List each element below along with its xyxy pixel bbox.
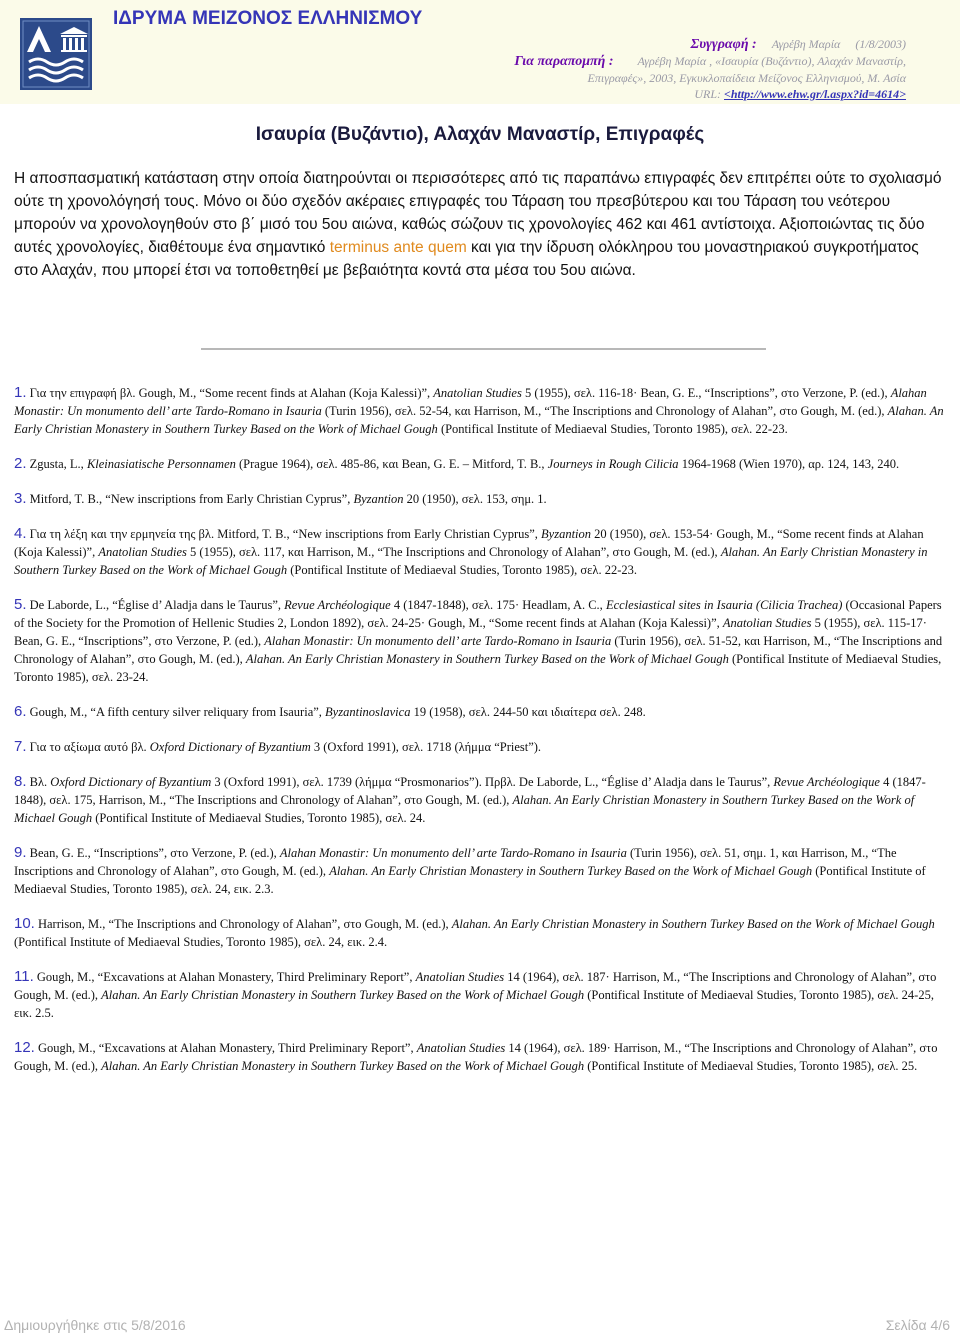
footnote-italic-title: Alahan Monastir: Un monumento dell’ arte Tardo-Romano in Isauria xyxy=(14,386,927,418)
footnote xyxy=(14,738,946,756)
footnote-text: (Pontifical Institute of Mediaeval Studies, Toronto 1985), σελ. 24, εικ. 2.4. xyxy=(14,935,388,949)
footnote-text: 5 (1955), σελ. 116-18· Bean, G. E., “Inscriptions”, στο Verzone, P. (ed.), xyxy=(521,386,891,400)
footnote-italic-title: Alahan. An Early Christian Monastery in Southern Turkey Based on the Work of Michael Gough xyxy=(101,988,585,1002)
footnote-italic-title: Oxford Dictionary of Byzantium xyxy=(50,775,212,789)
footnote-number: 4. xyxy=(14,525,27,542)
footnote-italic-title: Byzantion xyxy=(541,527,592,541)
footnote-text: 4 (1847-1848), σελ. 175· Headlam, A. C., xyxy=(390,598,606,612)
footnote-italic-title: Alahan Monastir: Un monumento dell’ arte Tardo-Romano in Isauria xyxy=(264,634,612,648)
footnote-text: (Turin 1956), σελ. 51, σημ. 1, και Harrison, M., “The Inscriptions and Chronology of Alahan”, στο Gough, M. (ed.), xyxy=(14,846,897,878)
footnote xyxy=(14,968,946,1022)
footnote-text: 14 (1964), σελ. 189· Harrison, M., “The Inscriptions and Chronology of Alahan”, στο Gough, M. (ed.), xyxy=(14,1041,938,1073)
footnote-text: 4 (1847-1848), σελ. 175, Harrison, M., “The Inscriptions and Chronology of Alahan”, στο Gough, M. (ed.), xyxy=(14,775,926,807)
footnotes-list xyxy=(14,384,946,1092)
footnote-text: De Laborde, L., “Église d’ Aladja dans le Taurus”, xyxy=(26,598,285,612)
footnote-italic-title: Anatolian Studies xyxy=(433,386,522,400)
footnote-text: Για την επιγραφή βλ. Gough, M., “Some recent finds at Alahan (Koja Kalessi)”, xyxy=(26,386,434,400)
footnote-italic-title: Alahan. An Early Christian Monastery in Southern Turkey Based on the Work of Michael Gough xyxy=(14,793,915,825)
body-text-after: και για την ίδρυση ολόκληρου του μοναστηριακού συγκροτήματος στο Αλαχάν, που μπορεί έτσι να τοποθετηθεί με βεβαιότητα κοντά στα μέσα του 5ου αιώνα. xyxy=(14,239,919,279)
footnote-text: (Occasional Papers of the Society for the Promotion of Hellenic Studies 2, London 1892), σελ. 24-25· Gough, M., “Some recent finds at Alahan (Koja Kalessi)”, xyxy=(14,598,942,630)
footnote xyxy=(14,384,946,438)
footnote-italic-title: Anatolian Studies xyxy=(415,970,505,984)
footnote-text: (Pontifical Institute of Mediaeval Studies, Toronto 1985), σελ. 24. xyxy=(92,811,426,825)
footnote-number: 6. xyxy=(14,703,27,720)
footnote-text: (Pontifical Institute of Mediaeval Studies, Toronto 1985), σελ. 25. xyxy=(584,1059,918,1073)
body-paragraph xyxy=(14,167,946,282)
footnote-text: 1964-1968 (Wien 1970), αρ. 124, 143, 240. xyxy=(678,457,900,471)
footnote-text: (Pontifical Institute of Mediaeval Studies, Toronto 1985), σελ. 23-24. xyxy=(14,652,942,684)
footnote-italic-title: Anatolian Studies xyxy=(722,616,812,630)
footnote-text: 5 (1955), σελ. 115-17· Bean, G. E., “Inscriptions”, στο Verzone, P. (ed.), xyxy=(14,616,927,648)
footnote xyxy=(14,596,946,686)
footnote xyxy=(14,773,946,827)
cite-line-2: Επιγραφές», 2003, Εγκυκλοπαίδεια Μείζονος Ελληνισμού, Μ. Ασία xyxy=(587,71,906,85)
header xyxy=(0,0,960,104)
footnote-number: 7. xyxy=(14,738,27,755)
footnote-number: 11. xyxy=(14,968,34,985)
author-date: (1/8/2003) xyxy=(855,37,906,51)
footnote-text: Bean, G. E., “Inscriptions”, στο Verzone, P. (ed.), xyxy=(26,846,280,860)
footnote-text: 20 (1950), σελ. 153, σημ. 1. xyxy=(403,492,547,506)
footnote xyxy=(14,455,946,473)
footnote-italic-title: Kleinasiatische Personnamen xyxy=(86,457,236,471)
footnote-number: 1. xyxy=(14,384,27,401)
footnote-text: 19 (1958), σελ. 244-50 και ιδιαίτερα σελ. 248. xyxy=(410,705,646,719)
footnote xyxy=(14,915,946,951)
footnote-italic-title: Byzantinoslavica xyxy=(325,705,411,719)
footnote-text: Zgusta, L., xyxy=(26,457,87,471)
body-highlight-term: terminus ante quem xyxy=(329,239,467,256)
footnote-number: 9. xyxy=(14,844,27,861)
cite-line-1: Αγρέβη Μαρία , «Ισαυρία (Βυζάντιο), Αλαχάν Μαναστίρ, xyxy=(637,54,906,68)
footnote-text: Mitford, T. B., “New inscriptions from Early Christian Cyprus”, xyxy=(26,492,354,506)
footnote-italic-title: Alahan. An Early Christian Monastery in Southern Turkey Based on the Work of Michael Gough xyxy=(14,404,944,436)
logo-icon xyxy=(20,18,92,90)
footnote xyxy=(14,525,946,579)
footnote xyxy=(14,1039,946,1075)
footnote-number: 8. xyxy=(14,773,27,790)
footnote-text: (Pontifical Institute of Mediaeval Studies, Toronto 1985), σελ. 22-23. xyxy=(437,422,788,436)
footnote-italic-title: Alahan. An Early Christian Monastery in Southern Turkey Based on the Work of Michael Gough xyxy=(245,652,729,666)
footnote-number: 2. xyxy=(14,455,27,472)
footnote-italic-title: Byzantion xyxy=(353,492,404,506)
footnote-italic-title: Ecclesiastical sites in Isauria (Cilicia Trachea) xyxy=(605,598,843,612)
page-title: Ισαυρία (Βυζάντιο), Αλαχάν Μαναστίρ, Επιγραφές xyxy=(255,124,705,145)
footnote-text: (Turin 1956), σελ. 52-54, και Harrison, M., “The Inscriptions and Chronology of Alahan”, στο Gough, M. (ed.), xyxy=(321,404,888,418)
page-footer xyxy=(0,1317,960,1339)
footnote-italic-title: Anatolian Studies xyxy=(98,545,187,559)
citation-block xyxy=(346,36,906,102)
footnote-text: 3 (Oxford 1991), σελ. 1739 (λήμμα “Prosmonarios”). Πρβλ. De Laborde, L., “Église d’ Aladja dans le Taurus”, xyxy=(211,775,774,789)
footnote-italic-title: Alahan. An Early Christian Monastery in Southern Turkey Based on the Work of Michael Gough xyxy=(101,1059,585,1073)
author-name: Αγρέβη Μαρία xyxy=(771,37,841,51)
cite-label: Για παραπομπή : xyxy=(514,54,614,69)
footnote-text: Για το αξίωμα αυτό βλ. xyxy=(26,740,150,754)
body-text-before: Η αποσπασματική κατάσταση στην οποία διατηρούνται οι περισσότερες από τις παραπάνω επιγραφές δεν επιτρέπει ούτε το σχολιασμό ούτε τη χρονολόγησή τους. Μόνο οι δύο σχεδόν ακέραιες επιγραφές του Τάραση του πρεσβύτερου και του Τάραση του νεότερου μπορούν να χρονολογηθούν στο β΄ μισό του 5ου αιώνα, καθώς σώζουν τις χρονολογίες 462 και 461 αντίστοιχα. Αξιοποιώντας τις δύο αυτές χρονολογίες, διαθέτουμε ένα σημαντικό xyxy=(14,170,942,256)
created-date: Δημιουργήθηκε στις 5/8/2016 xyxy=(4,1317,186,1333)
footnote-italic-title: Journeys in Rough Cilicia xyxy=(547,457,679,471)
footnote-text: 14 (1964), σελ. 187· Harrison, M., “The Inscriptions and Chronology of Alahan”, στο Gough, M. (ed.), xyxy=(14,970,937,1002)
footnote xyxy=(14,490,946,508)
footnote-number: 12. xyxy=(14,1039,35,1056)
footnote xyxy=(14,703,946,721)
footnote-text: (Pontifical Institute of Mediaeval Studies, Toronto 1985), σελ. 24, εικ. 2.3. xyxy=(14,864,926,896)
footnote-italic-title: Alahan. An Early Christian Monastery in Southern Turkey Based on the Work of Michael Gough xyxy=(14,545,928,577)
footnote-italic-title: Oxford Dictionary of Byzantium xyxy=(149,740,311,754)
author-label: Συγγραφή : xyxy=(690,37,757,52)
footnote-number: 5. xyxy=(14,596,27,613)
footnote-number: 10. xyxy=(14,915,35,932)
footnote-italic-title: Revue Archéologique xyxy=(284,598,391,612)
footnote-text: Gough, M., “Excavations at Alahan Monastery, Third Preliminary Report”, xyxy=(33,970,416,984)
institution-title: ΙΔΡΥΜΑ ΜΕΙΖΟΝΟΣ ΕΛΛΗΝΙΣΜΟΥ xyxy=(113,8,423,29)
footnote-text: 3 (Oxford 1991), σελ. 1718 (λήμμα “Priest”). xyxy=(310,740,542,754)
footnote-text: 5 (1955), σελ. 117, και Harrison, M., “The Inscriptions and Chronology of Alahan”, στο Gough, M. (ed.), xyxy=(186,545,721,559)
footnote-text: Για τη λέξη και την ερμηνεία της βλ. Mitford, T. B., “New inscriptions from Early Christian Cyprus”, xyxy=(26,527,542,541)
footnote-italic-title: Alahan Monastir: Un monumento dell’ arte Tardo-Romano in Isauria xyxy=(279,846,627,860)
footnote-text: 20 (1950), σελ. 153-54· Gough, M., “Some recent finds at Alahan (Koja Kalessi)”, xyxy=(14,527,924,559)
footnote-text: Gough, M., “A fifth century silver reliquary from Isauria”, xyxy=(26,705,326,719)
footnote-text: Gough, M., “Excavations at Alahan Monastery, Third Preliminary Report”, xyxy=(34,1041,417,1055)
page-number: Σελίδα 4/6 xyxy=(885,1317,950,1333)
footnote-italic-title: Alahan. An Early Christian Monastery in Southern Turkey Based on the Work of Michael Gough xyxy=(451,917,935,931)
footnote-text: Βλ. xyxy=(26,775,51,789)
footnote-number: 3. xyxy=(14,490,27,507)
footnote-text: Harrison, M., “The Inscriptions and Chronology of Alahan”, στο Gough, M. (ed.), xyxy=(34,917,452,931)
footnote-italic-title: Revue Archéologique xyxy=(773,775,880,789)
footnote-italic-title: Alahan. An Early Christian Monastery in Southern Turkey Based on the Work of Michael Gough xyxy=(329,864,813,878)
footnote-divider xyxy=(201,348,766,350)
footnote-text: (Prague 1964), σελ. 485-86, και Bean, G. E. – Mitford, T. B., xyxy=(235,457,548,471)
footnote xyxy=(14,844,946,898)
citation-url-link[interactable]: <http://www.ehw.gr/l.aspx?id=4614> xyxy=(724,87,906,101)
footnote-text: (Pontifical Institute of Mediaeval Studies, Toronto 1985), σελ. 22-23. xyxy=(287,563,637,577)
footnote-italic-title: Anatolian Studies xyxy=(416,1041,506,1055)
footnote-text: (Pontifical Institute of Mediaeval Studies, Toronto 1985), σελ. 24-25, εικ. 2.5. xyxy=(14,988,934,1020)
footnote-text: (Turin 1956), σελ. 51-52, και Harrison, M., “The Inscriptions and Chronology of Alahan”, στο Gough, M. (ed.), xyxy=(14,634,943,666)
url-label: URL: xyxy=(694,87,721,101)
